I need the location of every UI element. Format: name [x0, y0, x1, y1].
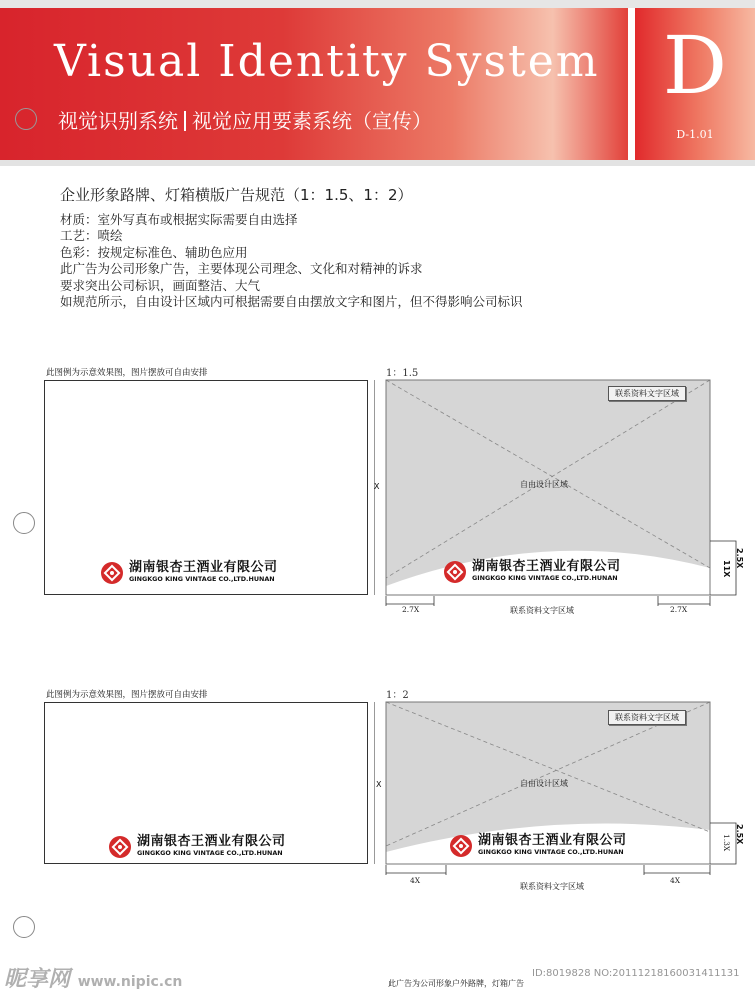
- watermark-left-url: www.nipic.cn: [77, 974, 183, 990]
- spec-line-purpose: 此广告为公司形象广告，主要体现公司理念、文化和对精神的诉求: [60, 261, 423, 277]
- sample-board-2: [44, 702, 368, 864]
- logo-name-en: GINGKGO KING VINTAGE CO.,LTD.HUNAN: [137, 849, 283, 857]
- binder-hole-icon: [15, 108, 37, 130]
- spec-line-color: 色彩：按规定标准色、辅助色应用: [60, 244, 248, 260]
- watermark-right: ID:8019828 NO:20111218160031411131: [532, 968, 740, 979]
- logo-name-cn: 湖南银杏王酒业有限公司: [478, 833, 627, 848]
- logo-name-cn: 湖南银杏王酒业有限公司: [472, 559, 621, 574]
- company-emblem-icon: [444, 561, 466, 583]
- watermark-left-cn: 昵享网: [4, 967, 71, 992]
- dimension-side-outer-2: 2.5X: [735, 824, 744, 845]
- binder-hole-icon: [13, 916, 35, 938]
- contact-text-area-bottom-1: 联系资料文字区域: [510, 606, 574, 615]
- company-emblem-icon: [450, 835, 472, 857]
- dimension-side-outer-1: 2.5X: [735, 548, 744, 569]
- company-logo-2b: [450, 834, 627, 857]
- logo-name-en: GINGKGO KING VINTAGE CO.,LTD.HUNAN: [129, 575, 275, 583]
- dimension-side-inner-1: 11X: [722, 560, 731, 578]
- logo-name-en: GINGKGO KING VINTAGE CO.,LTD.HUNAN: [472, 574, 618, 582]
- watermark-left: [4, 962, 182, 993]
- dimension-x-2: X: [376, 780, 382, 789]
- ratio-label-1: 1：1.5: [386, 368, 419, 379]
- company-logo-1b: [444, 560, 621, 583]
- company-logo-1: [101, 561, 278, 584]
- spec-title: 企业形象路牌、灯箱横版广告规范（1：1.5、1：2）: [60, 186, 413, 204]
- header-subtitle-cn: 视觉应用要素系统（宣传）: [192, 109, 432, 133]
- ratio-label-2: 1：2: [386, 690, 409, 701]
- dimension-left-2: 4X: [410, 876, 421, 885]
- contact-text-area-top-2: 联系资料文字区域: [608, 710, 686, 725]
- dimension-right-1: 2.7X: [670, 605, 688, 614]
- dimension-right-2: 4X: [670, 876, 681, 885]
- section-code: D-1.01: [676, 128, 714, 141]
- free-design-label-1: 自由设计区域: [520, 480, 568, 489]
- logo-name-en: GINGKGO KING VINTAGE CO.,LTD.HUNAN: [478, 848, 624, 856]
- spec-diagram-2: [374, 700, 746, 890]
- section-letter: D: [662, 19, 728, 112]
- dimension-side-inner-2: 1.3X: [722, 834, 731, 852]
- contact-text-area-bottom-2: 联系资料文字区域: [520, 882, 584, 891]
- dimension-left-1: 2.7X: [402, 605, 420, 614]
- spec-diagram-graphic-2: [374, 700, 746, 890]
- header-bottom-band: [0, 160, 755, 166]
- spec-diagram-1: [374, 378, 746, 618]
- contact-text-area-top-1: 联系资料文字区域: [608, 386, 686, 401]
- footer-note: 此广告为公司形象户外路牌，灯箱广告: [388, 979, 524, 988]
- dimension-x-1: X: [374, 482, 380, 491]
- header-title-cn: 视觉识别系统: [58, 109, 178, 133]
- header-top-band: [0, 0, 755, 8]
- header-title-en: Visual Identity System: [54, 36, 600, 87]
- sample-caption-1: 此图例为示意效果图，图片摆放可自由安排: [46, 368, 208, 378]
- spec-line-material: 材质：室外写真布或根据实际需要自由选择: [60, 212, 298, 227]
- company-emblem-icon: [109, 836, 131, 858]
- header-divider: [184, 111, 186, 131]
- header-subtitle: [58, 105, 432, 134]
- spec-line-requirement: 要求突出公司标识，画面整洁、大气: [60, 277, 261, 293]
- company-emblem-icon: [101, 562, 123, 584]
- free-design-label-2: 自由设计区域: [520, 779, 568, 788]
- logo-name-cn: 湖南银杏王酒业有限公司: [137, 834, 286, 849]
- company-logo-2: [109, 835, 286, 858]
- binder-hole-icon: [13, 512, 35, 534]
- sample-caption-2: 此图例为示意效果图，图片摆放可自由安排: [46, 690, 208, 700]
- sample-board-1: [44, 380, 368, 595]
- spec-lines: [60, 212, 523, 310]
- spec-line-free-area: 如规范所示，自由设计区域内可根据需要自由摆放文字和图片，但不得影响公司标识: [60, 294, 523, 310]
- logo-name-cn: 湖南银杏王酒业有限公司: [129, 560, 278, 575]
- spec-line-process: 工艺：喷绘: [60, 228, 123, 244]
